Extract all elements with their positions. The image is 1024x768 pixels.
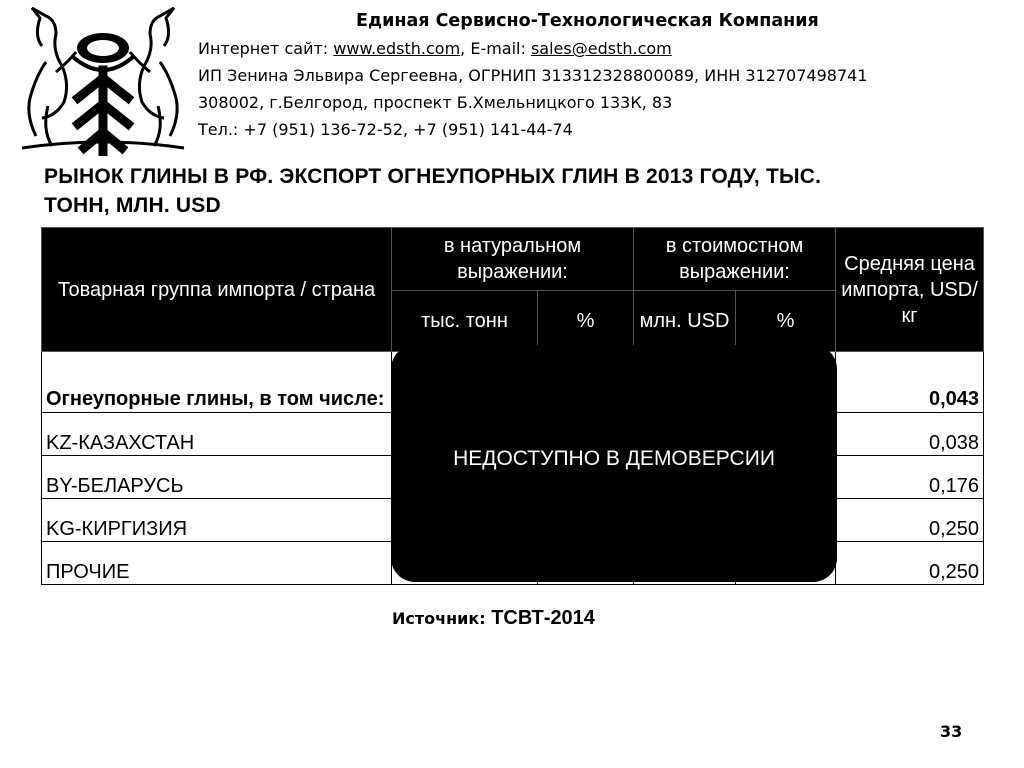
row-price: 0,043 [836, 352, 984, 413]
company-registration: ИП Зенина Эльвира Сергеевна, ОГРНИП 313312328800089, ИНН 312707498741 [198, 66, 868, 85]
email-link[interactable]: sales@edsth.com [530, 39, 672, 58]
header-pct-cost: % [736, 291, 836, 352]
row-price: 0,250 [836, 542, 984, 585]
page-title-line1: РЫНОК ГЛИНЫ В РФ. ЭКСПОРТ ОГНЕУПОРНЫХ ГЛИН В 2013 ГОДУ, ТЫС. [44, 165, 822, 188]
header-natural: в натуральном выражении: [392, 228, 634, 291]
email-label: , E-mail: [460, 39, 531, 58]
page-number: 33 [940, 722, 963, 741]
source-value: ТСВТ-2014 [491, 607, 595, 629]
page-title [44, 162, 1004, 220]
source-note [392, 607, 595, 630]
header-tonnes: тыс. тонн [392, 291, 538, 352]
row-name: ПРОЧИЕ [42, 542, 392, 585]
company-contacts [198, 35, 1008, 62]
row-name: BY-БЕЛАРУСЬ [42, 456, 392, 499]
table-header-row [42, 228, 984, 291]
row-name: Огнеупорные глины, в том числе: [42, 352, 392, 413]
company-phones: Тел.: +7 (951) 136-72-52, +7 (951) 141-44-74 [198, 120, 573, 139]
site-label: Интернет сайт: [198, 39, 334, 58]
header-pct-natural: % [538, 291, 634, 352]
row-name: KG-КИРГИЗИЯ [42, 499, 392, 542]
demo-overlay [391, 345, 837, 582]
header-usd: млн. USD [634, 291, 736, 352]
company-address: 308002, г.Белгород, проспект Б.Хмельницкого 133К, 83 [198, 93, 673, 112]
heraldic-crest-icon [12, 6, 194, 156]
source-label: Источник: [392, 609, 492, 628]
header-cost: в стоимостном выражении: [634, 228, 836, 291]
header-group: Товарная группа импорта / страна [42, 228, 392, 352]
row-name: KZ-КАЗАХСТАН [42, 413, 392, 456]
company-name: Единая Сервисно-Технологическая Компания [356, 11, 819, 31]
page-title-line2: ТОНН, МЛН. USD [44, 194, 221, 217]
row-price: 0,176 [836, 456, 984, 499]
demo-overlay-text: НЕДОСТУПНО В ДЕМОВЕРСИИ [453, 446, 775, 470]
row-price: 0,250 [836, 499, 984, 542]
header-avg-price: Средняя цена импорта, USD/кг [836, 228, 984, 352]
row-price: 0,038 [836, 413, 984, 456]
company-header [198, 8, 1008, 143]
website-link[interactable]: www.edsth.com [333, 39, 461, 58]
